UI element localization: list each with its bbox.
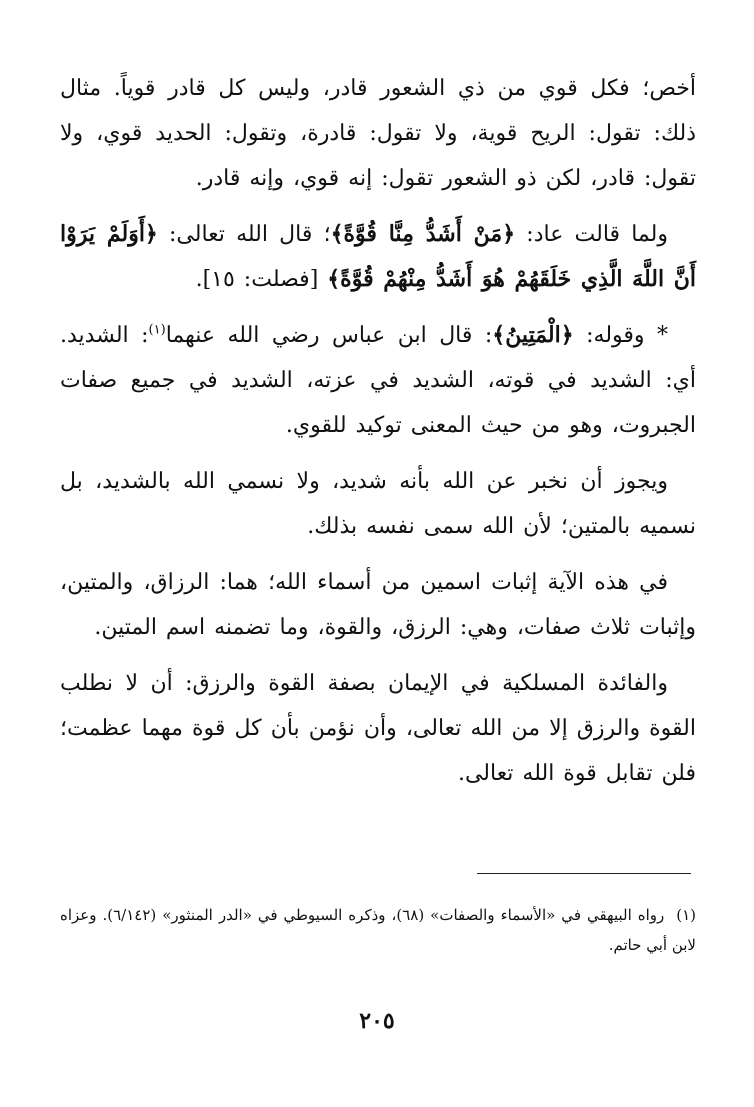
footnote-marker: (١) xyxy=(676,906,696,924)
paragraph-text: ولما قالت عاد: xyxy=(515,222,668,247)
bullet-marker: * xyxy=(644,323,669,348)
paragraph-text: : قال ابن عباس رضي الله عنهما xyxy=(165,323,493,348)
footnote-text: رواه البيهقي في «الأسماء والصفات» (٦٨)، وذكره السيوطي في «الدر المنثور» (٦/١٤٢). وعزاه لابن أبي حاتم. xyxy=(60,906,696,954)
page-number: ٢٠٥ xyxy=(359,1008,395,1034)
footnote-reference[interactable]: (١) xyxy=(148,322,166,338)
quran-quote: ﴿الْمَتِينُ﴾ xyxy=(492,322,574,348)
paragraph-names-and-attributes: في هذه الآية إثبات اسمين من أسماء الله؛ هما: الرزاق، والمتين، وإثبات ثلاث صفات، وهي: الرزق، والقوة، وما تضمنه اسم المتين. xyxy=(60,570,696,640)
paragraph-text: ؛ قال الله تعالى: xyxy=(157,222,331,247)
footnote-item xyxy=(60,900,696,960)
footnotes-section xyxy=(60,900,696,960)
paragraph-text: وقوله: xyxy=(573,323,645,348)
verse-reference: [فصلت: ١٥]. xyxy=(195,267,328,292)
main-text xyxy=(60,66,696,807)
quran-quote: ﴿أَوَلَمْ يَرَوْا أَنَّ اللَّهَ الَّذِي خَلَقَهُمْ هُوَ أَشَدُّ مِنْهُمْ قُوَّةً﴾ xyxy=(60,221,696,292)
quran-quote: ﴿مَنْ أَشَدُّ مِنَّا قُوَّةً﴾ xyxy=(330,221,516,247)
paragraph-strength-vs-ability: أخص؛ فكل قوي من ذي الشعور قادر، وليس كل قادر قوياً. مثال ذلك: تقول: الريح قوية، ولا تقول: قادرة، وتقول: الحديد قوي، ولا تقول: قادر، لكن ذو الشعور تقول: إنه قوي، وإنه قادر. xyxy=(60,76,696,191)
paragraph-naming-shadeed: ويجوز أن نخبر عن الله بأنه شديد، ولا نسمي الله بالشديد، بل نسميه بالمتين؛ لأن الله سمى نفسه بذلك. xyxy=(60,469,696,539)
paragraph-text: : الشديد. أي: الشديد في قوته، الشديد في عزته، الشديد في جميع صفات الجبروت، وهو من حيث المعنى توكيد للقوي. xyxy=(60,323,696,438)
paragraph-al-mateen xyxy=(60,313,696,448)
paragraph-aad-verse xyxy=(60,212,696,302)
paragraph-practical-benefit: والفائدة المسلكية في الإيمان بصفة القوة والرزق: أن لا نطلب القوة والرزق إلا من الله تعالى، وأن نؤمن بأن كل قوة مهما عظمت؛ فلن تقابل قوة الله تعالى. xyxy=(60,671,696,786)
footnote-divider xyxy=(477,873,691,874)
